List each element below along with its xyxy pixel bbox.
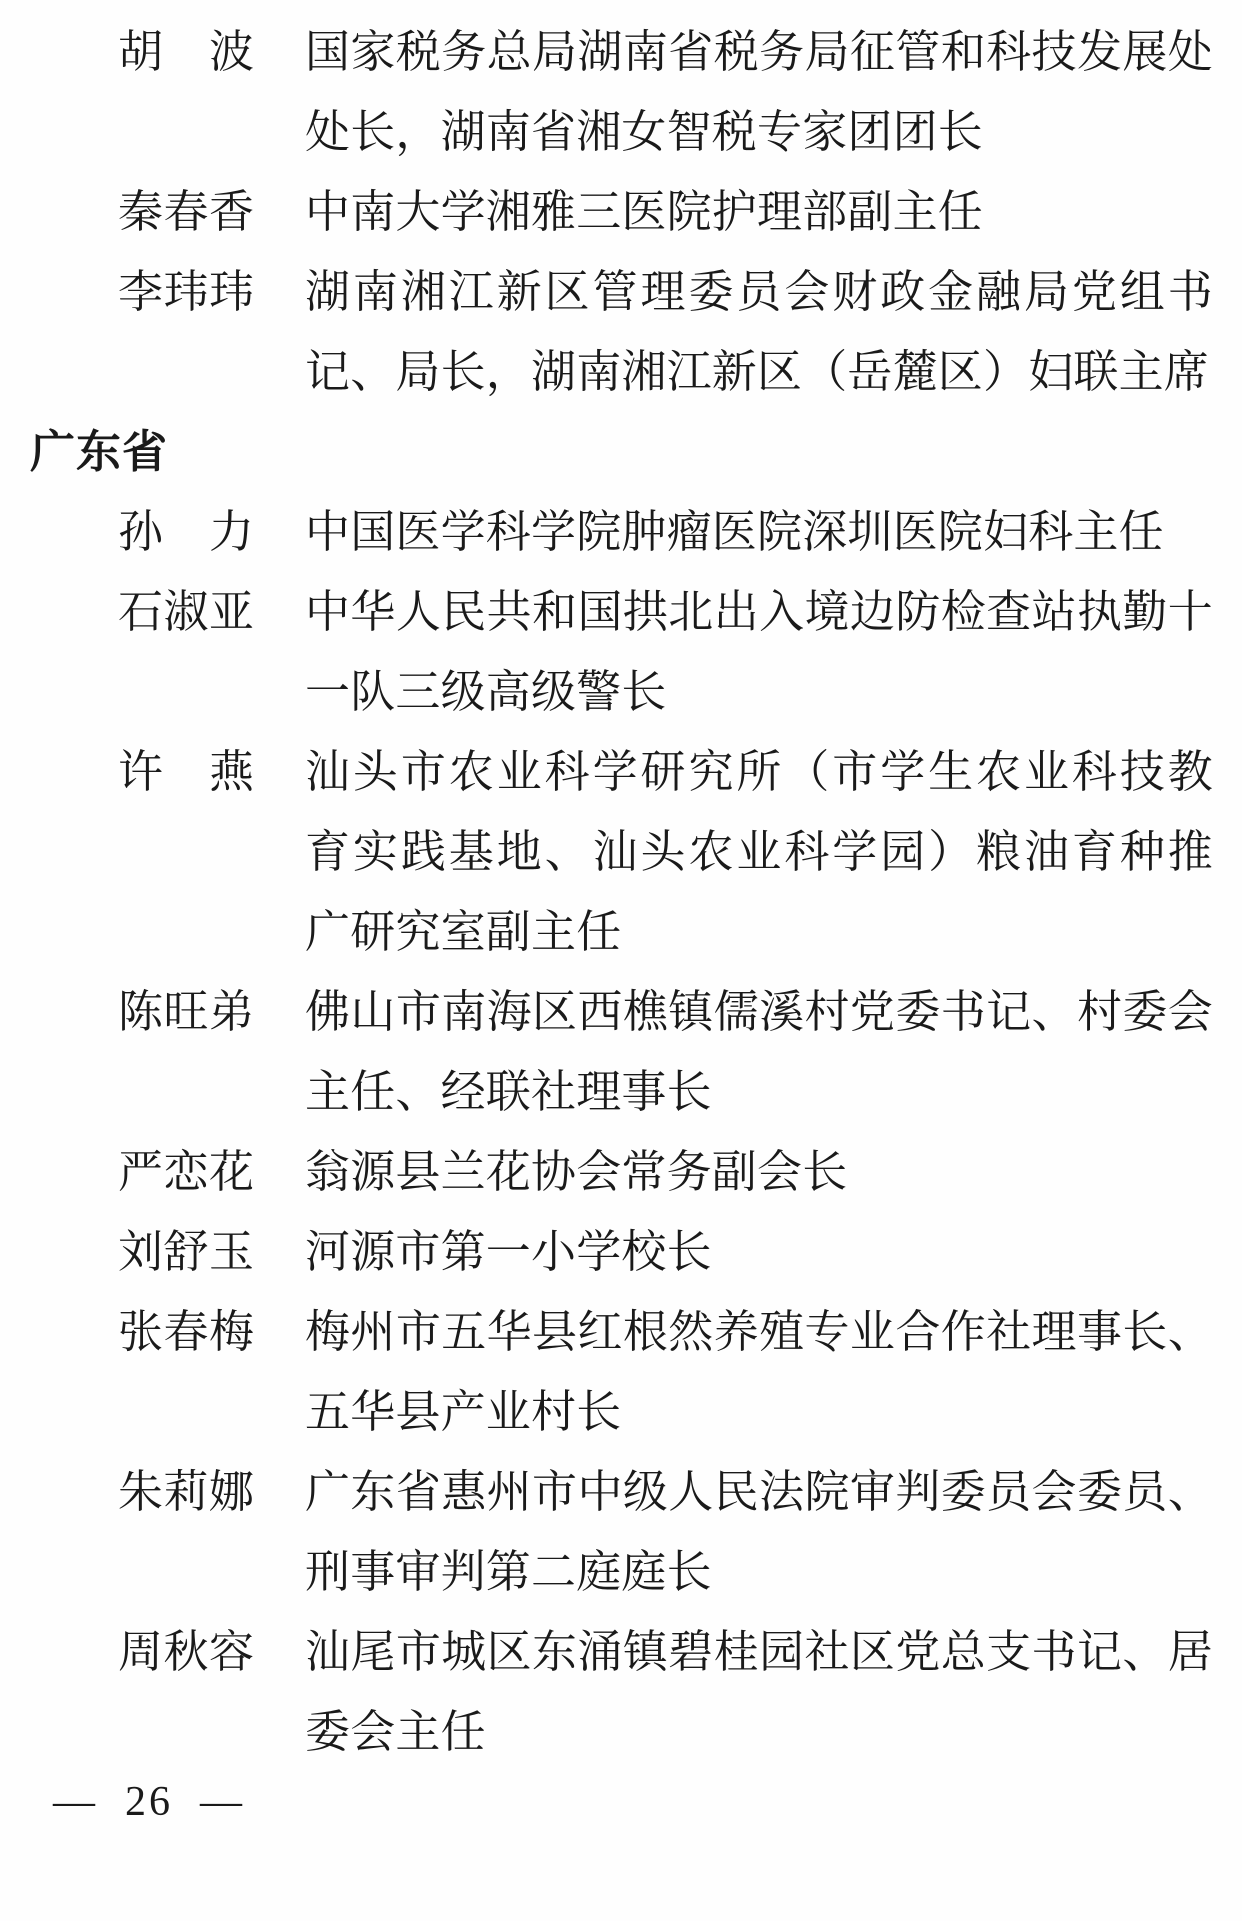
title-line: 广东省惠州市中级人民法院审判委员会委员、 bbox=[305, 1467, 1213, 1517]
honoree-name: 严恋花 bbox=[118, 1147, 255, 1197]
honoree-row bbox=[0, 12, 1242, 172]
honoree-title bbox=[305, 252, 1213, 412]
title-line: 翁源县兰花协会常务副会长 bbox=[305, 1147, 848, 1197]
title-line: 刑事审判第二庭庭长 bbox=[305, 1547, 712, 1597]
honoree-row bbox=[0, 1452, 1242, 1612]
page-number: — 26 — bbox=[53, 1779, 245, 1825]
honoree-name: 石淑亚 bbox=[118, 587, 255, 637]
honoree-name: 许 燕 bbox=[118, 747, 255, 797]
honoree-row bbox=[0, 572, 1242, 732]
honoree-name: 李玮玮 bbox=[118, 267, 255, 317]
honoree-row bbox=[0, 732, 1242, 972]
honoree-title bbox=[305, 1292, 1213, 1452]
title-line: 五华县产业村长 bbox=[305, 1387, 622, 1437]
honoree-title bbox=[305, 1612, 1213, 1772]
title-line: 湖南湘江新区管理委员会财政金融局党组书 bbox=[305, 267, 1213, 317]
honoree-name: 张春梅 bbox=[118, 1307, 255, 1357]
title-line: 处长，湖南省湘女智税专家团团长 bbox=[305, 107, 984, 157]
honoree-row bbox=[0, 1612, 1242, 1772]
honoree-row bbox=[0, 1292, 1242, 1452]
honoree-title bbox=[305, 1452, 1213, 1612]
honoree-name: 刘舒玉 bbox=[118, 1227, 255, 1277]
honoree-title bbox=[305, 1212, 1213, 1292]
honoree-list bbox=[0, 12, 1242, 1772]
title-line: 育实践基地、汕头农业科学园）粮油育种推 bbox=[305, 827, 1213, 877]
honoree-row bbox=[0, 172, 1242, 252]
title-line: 一队三级高级警长 bbox=[305, 667, 667, 717]
title-line: 佛山市南海区西樵镇儒溪村党委书记、村委会 bbox=[305, 987, 1213, 1037]
honoree-row bbox=[0, 492, 1242, 572]
honoree-name: 周秋容 bbox=[118, 1627, 255, 1677]
honoree-name: 胡 波 bbox=[118, 27, 255, 77]
honoree-name: 朱莉娜 bbox=[118, 1467, 255, 1517]
honoree-name: 陈旺弟 bbox=[118, 987, 255, 1037]
honoree-row bbox=[0, 972, 1242, 1132]
honoree-title bbox=[305, 12, 1213, 172]
honoree-title bbox=[305, 572, 1213, 732]
honoree-row bbox=[0, 1212, 1242, 1292]
title-line: 委会主任 bbox=[305, 1707, 486, 1757]
title-line: 主任、经联社理事长 bbox=[305, 1067, 712, 1117]
honoree-title bbox=[305, 732, 1213, 972]
title-line: 中南大学湘雅三医院护理部副主任 bbox=[305, 187, 984, 237]
honoree-name: 孙 力 bbox=[118, 507, 255, 557]
title-line: 汕头市农业科学研究所（市学生农业科技教 bbox=[305, 747, 1213, 797]
honoree-title bbox=[305, 972, 1213, 1132]
honoree-row bbox=[0, 252, 1242, 412]
title-line: 梅州市五华县红根然养殖专业合作社理事长、 bbox=[305, 1307, 1213, 1357]
title-line: 广研究室副主任 bbox=[305, 907, 622, 957]
honoree-row bbox=[0, 1132, 1242, 1212]
title-line: 中华人民共和国拱北出入境边防检查站执勤十 bbox=[305, 587, 1213, 637]
title-line: 记、局长，湖南湘江新区（岳麓区）妇联主席 bbox=[305, 347, 1210, 397]
province-heading: 广东省 bbox=[30, 426, 169, 477]
honoree-title bbox=[305, 1132, 1213, 1212]
honoree-title bbox=[305, 172, 1213, 252]
honoree-title bbox=[305, 492, 1213, 572]
title-line: 国家税务总局湖南省税务局征管和科技发展处 bbox=[305, 27, 1213, 77]
title-line: 河源市第一小学校长 bbox=[305, 1227, 712, 1277]
title-line: 中国医学科学院肿瘤医院深圳医院妇科主任 bbox=[305, 507, 1164, 557]
title-line: 汕尾市城区东涌镇碧桂园社区党总支书记、居 bbox=[305, 1627, 1213, 1677]
honoree-name: 秦春香 bbox=[118, 187, 255, 237]
